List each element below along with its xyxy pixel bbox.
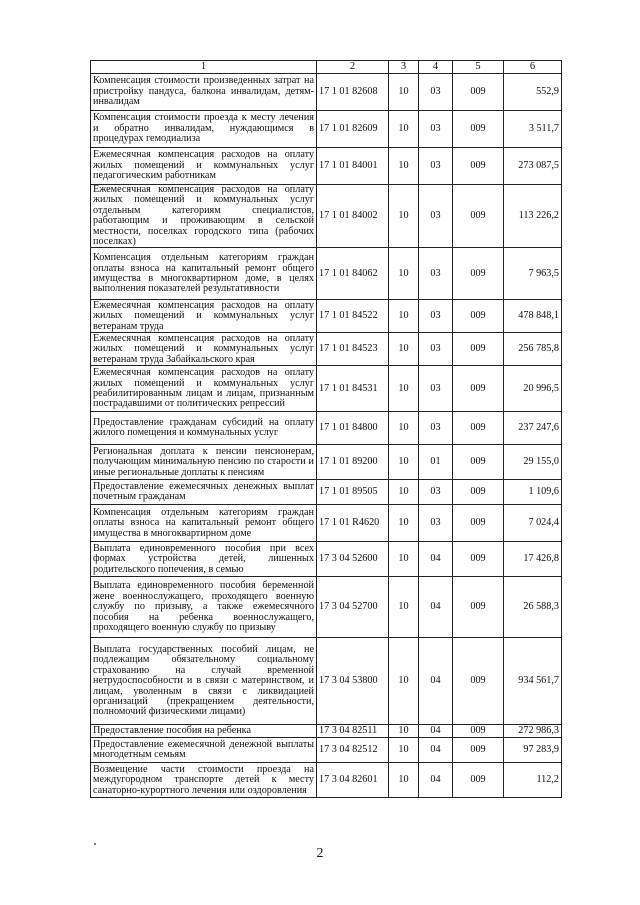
table-cell-name: Предоставление пособия на ребенка bbox=[91, 725, 317, 738]
table-cell-code: 17 1 01 84062 bbox=[317, 248, 389, 300]
table-cell-subsection: 04 bbox=[419, 542, 453, 577]
table-cell-code: 17 1 01 84522 bbox=[317, 300, 389, 333]
table-cell-subsection: 04 bbox=[419, 738, 453, 763]
table-cell-type: 009 bbox=[453, 542, 504, 577]
table-cell-type: 009 bbox=[453, 366, 504, 412]
table-cell-type: 009 bbox=[453, 248, 504, 300]
table-cell-type: 009 bbox=[453, 505, 504, 542]
table-cell-subsection: 03 bbox=[419, 366, 453, 412]
table-cell-code: 17 1 01 84531 bbox=[317, 366, 389, 412]
table-header-row bbox=[91, 61, 562, 74]
table-cell-code: 17 1 01 89200 bbox=[317, 445, 389, 480]
table-row bbox=[91, 725, 562, 738]
table-cell-section: 10 bbox=[389, 74, 419, 111]
table-cell-amount: 7 963,5 bbox=[504, 248, 562, 300]
table-cell-subsection: 04 bbox=[419, 763, 453, 798]
table-cell-subsection: 04 bbox=[419, 638, 453, 725]
header-cell-subsection: 4 bbox=[419, 61, 453, 74]
table-cell-code: 17 1 01 84001 bbox=[317, 148, 389, 185]
table-cell-section: 10 bbox=[389, 148, 419, 185]
table-cell-section: 10 bbox=[389, 412, 419, 445]
table-cell-code: 17 3 04 53800 bbox=[317, 638, 389, 725]
table-cell-amount: 97 283,9 bbox=[504, 738, 562, 763]
table-row bbox=[91, 300, 562, 333]
table-cell-section: 10 bbox=[389, 725, 419, 738]
table-cell-subsection: 03 bbox=[419, 248, 453, 300]
table-cell-type: 009 bbox=[453, 185, 504, 248]
table-cell-code: 17 1 01 84002 bbox=[317, 185, 389, 248]
table-cell-name: Предоставление ежемесячной денежной выплаты многодетным семьям bbox=[91, 738, 317, 763]
table-cell-section: 10 bbox=[389, 366, 419, 412]
table-row bbox=[91, 74, 562, 111]
table-cell-section: 10 bbox=[389, 480, 419, 505]
table-cell-section: 10 bbox=[389, 738, 419, 763]
table-cell-subsection: 03 bbox=[419, 148, 453, 185]
table-cell-code: 17 3 04 82512 bbox=[317, 738, 389, 763]
table-row bbox=[91, 111, 562, 148]
table-cell-code: 17 1 01 82608 bbox=[317, 74, 389, 111]
table-cell-subsection: 03 bbox=[419, 74, 453, 111]
table-cell-amount: 7 024,4 bbox=[504, 505, 562, 542]
table-cell-code: 17 1 01 84523 bbox=[317, 333, 389, 366]
table-cell-section: 10 bbox=[389, 763, 419, 798]
table-cell-section: 10 bbox=[389, 638, 419, 725]
table-cell-subsection: 03 bbox=[419, 333, 453, 366]
table-cell-type: 009 bbox=[453, 333, 504, 366]
table-cell-section: 10 bbox=[389, 248, 419, 300]
table-cell-amount: 273 087,5 bbox=[504, 148, 562, 185]
table-row bbox=[91, 333, 562, 366]
header-cell-type: 5 bbox=[453, 61, 504, 74]
table-row bbox=[91, 505, 562, 542]
table-cell-section: 10 bbox=[389, 445, 419, 480]
table-cell-code: 17 3 04 52700 bbox=[317, 577, 389, 638]
table-cell-amount: 272 986,3 bbox=[504, 725, 562, 738]
table-cell-type: 009 bbox=[453, 725, 504, 738]
table-cell-type: 009 bbox=[453, 148, 504, 185]
table-cell-type: 009 bbox=[453, 738, 504, 763]
table-cell-type: 009 bbox=[453, 577, 504, 638]
table-cell-name: Предоставление ежемесячных денежных выплат почетным гражданам bbox=[91, 480, 317, 505]
table-cell-name: Выплата государственных пособий лицам, не подлежащим обязательному социальному страхованию на случай временной нетрудоспособности и в связи с материнством, и лицам, уволенным в связи с ликвидацией организаций (прекращением деятельности, полномочий физическими лицами) bbox=[91, 638, 317, 725]
table-row bbox=[91, 412, 562, 445]
table-cell-name: Ежемесячная компенсация расходов на оплату жилых помещений и коммунальных услуг ветеранам труда Забайкальского края bbox=[91, 333, 317, 366]
table-cell-subsection: 04 bbox=[419, 577, 453, 638]
table-cell-code: 17 1 01 82609 bbox=[317, 111, 389, 148]
table-cell-name: Выплата единовременного пособия при всех формах устройства детей, лишенных родительского попечения, в семью bbox=[91, 542, 317, 577]
table-cell-type: 009 bbox=[453, 763, 504, 798]
table-cell-subsection: 03 bbox=[419, 412, 453, 445]
table-cell-amount: 3 511,7 bbox=[504, 111, 562, 148]
table-row bbox=[91, 148, 562, 185]
table-cell-name: Ежемесячная компенсация расходов на оплату жилых помещений и коммунальных услуг ветеранам труда bbox=[91, 300, 317, 333]
table-cell-code: 17 1 01 84800 bbox=[317, 412, 389, 445]
table-cell-subsection: 01 bbox=[419, 445, 453, 480]
table-cell-amount: 20 996,5 bbox=[504, 366, 562, 412]
table-cell-code: 17 3 04 82601 bbox=[317, 763, 389, 798]
table-cell-name: Возмещение части стоимости проезда на междугородном транспорте детей к месту санаторно-курортного лечения или оздоровления bbox=[91, 763, 317, 798]
table-row bbox=[91, 185, 562, 248]
table-cell-amount: 552,9 bbox=[504, 74, 562, 111]
table-cell-name: Ежемесячная компенсация расходов на оплату жилых помещений и коммунальных услуг реабилитированным лицам и лицам, признанным пострадавшими от политических репрессий bbox=[91, 366, 317, 412]
table-cell-amount: 237 247,6 bbox=[504, 412, 562, 445]
table-cell-type: 009 bbox=[453, 412, 504, 445]
table-cell-amount: 29 155,0 bbox=[504, 445, 562, 480]
table-cell-section: 10 bbox=[389, 542, 419, 577]
table-cell-type: 009 bbox=[453, 480, 504, 505]
table-cell-section: 10 bbox=[389, 505, 419, 542]
table-cell-name: Компенсация отдельным категориям граждан оплаты взноса на капитальный ремонт общего имущества в многоквартирном доме, в целях выполнения показателей результативности bbox=[91, 248, 317, 300]
table-cell-type: 009 bbox=[453, 300, 504, 333]
table-cell-name: Предоставление гражданам субсидий на оплату жилого помещения и коммунальных услуг bbox=[91, 412, 317, 445]
table-row bbox=[91, 763, 562, 798]
table-cell-name: Компенсация стоимости произведенных затрат на пристройку пандуса, балкона инвалидам, детям-инвалидам bbox=[91, 74, 317, 111]
table-cell-section: 10 bbox=[389, 577, 419, 638]
table-cell-amount: 256 785,8 bbox=[504, 333, 562, 366]
table-row bbox=[91, 480, 562, 505]
table-cell-name: Компенсация отдельным категориям граждан оплаты взноса на капитальный ремонт общего имущества в многоквартирном доме bbox=[91, 505, 317, 542]
table-row bbox=[91, 248, 562, 300]
table-cell-name: Региональная доплата к пенсии пенсионерам, получающим минимальную пенсию по старости и иные региональные доплаты к пенсиям bbox=[91, 445, 317, 480]
table-cell-section: 10 bbox=[389, 185, 419, 248]
header-cell-name: 1 bbox=[91, 61, 317, 74]
table-cell-section: 10 bbox=[389, 333, 419, 366]
table-cell-amount: 113 226,2 bbox=[504, 185, 562, 248]
table-cell-type: 009 bbox=[453, 111, 504, 148]
header-cell-amount: 6 bbox=[504, 61, 562, 74]
table-row bbox=[91, 638, 562, 725]
table-cell-amount: 26 588,3 bbox=[504, 577, 562, 638]
table-cell-subsection: 03 bbox=[419, 300, 453, 333]
table-cell-type: 009 bbox=[453, 74, 504, 111]
scan-speck bbox=[94, 843, 96, 845]
table-cell-amount: 112,2 bbox=[504, 763, 562, 798]
table-cell-code: 17 3 04 52600 bbox=[317, 542, 389, 577]
table-cell-subsection: 03 bbox=[419, 185, 453, 248]
table-cell-name: Ежемесячная компенсация расходов на оплату жилых помещений и коммунальных услуг отдельным категориям специалистов, работающим и проживающим в сельской местности, поселках городского типа (рабочих поселках) bbox=[91, 185, 317, 248]
table-cell-subsection: 03 bbox=[419, 480, 453, 505]
table-cell-subsection: 04 bbox=[419, 725, 453, 738]
page-number: 2 bbox=[316, 846, 324, 861]
table-row bbox=[91, 366, 562, 412]
table-cell-name: Ежемесячная компенсация расходов на оплату жилых помещений и коммунальных услуг педагогическим работникам bbox=[91, 148, 317, 185]
table-cell-code: 17 1 01 89505 bbox=[317, 480, 389, 505]
table-body bbox=[91, 61, 562, 798]
header-cell-section: 3 bbox=[389, 61, 419, 74]
table-row bbox=[91, 445, 562, 480]
table-row bbox=[91, 577, 562, 638]
table-cell-code: 17 3 04 82511 bbox=[317, 725, 389, 738]
table-cell-type: 009 bbox=[453, 445, 504, 480]
table-row bbox=[91, 542, 562, 577]
budget-table bbox=[90, 60, 562, 798]
table-cell-amount: 1 109,6 bbox=[504, 480, 562, 505]
table-cell-subsection: 03 bbox=[419, 505, 453, 542]
table-row bbox=[91, 738, 562, 763]
table-cell-name: Компенсация стоимости проезда к месту лечения и обратно инвалидам, нуждающимся в процедурах гемодиализа bbox=[91, 111, 317, 148]
table-cell-type: 009 bbox=[453, 638, 504, 725]
table-cell-section: 10 bbox=[389, 111, 419, 148]
table-cell-section: 10 bbox=[389, 300, 419, 333]
table-cell-name: Выплата единовременного пособия беременной жене военнослужащего, проходящего военную службу по призыву, а также ежемесячного пособия на ребенка военнослужащего, проходящего военную службу по призыву bbox=[91, 577, 317, 638]
table-cell-code: 17 1 01 R4620 bbox=[317, 505, 389, 542]
header-cell-code: 2 bbox=[317, 61, 389, 74]
table-cell-amount: 934 561,7 bbox=[504, 638, 562, 725]
table-cell-amount: 478 848,1 bbox=[504, 300, 562, 333]
table-cell-amount: 17 426,8 bbox=[504, 542, 562, 577]
table-cell-subsection: 03 bbox=[419, 111, 453, 148]
